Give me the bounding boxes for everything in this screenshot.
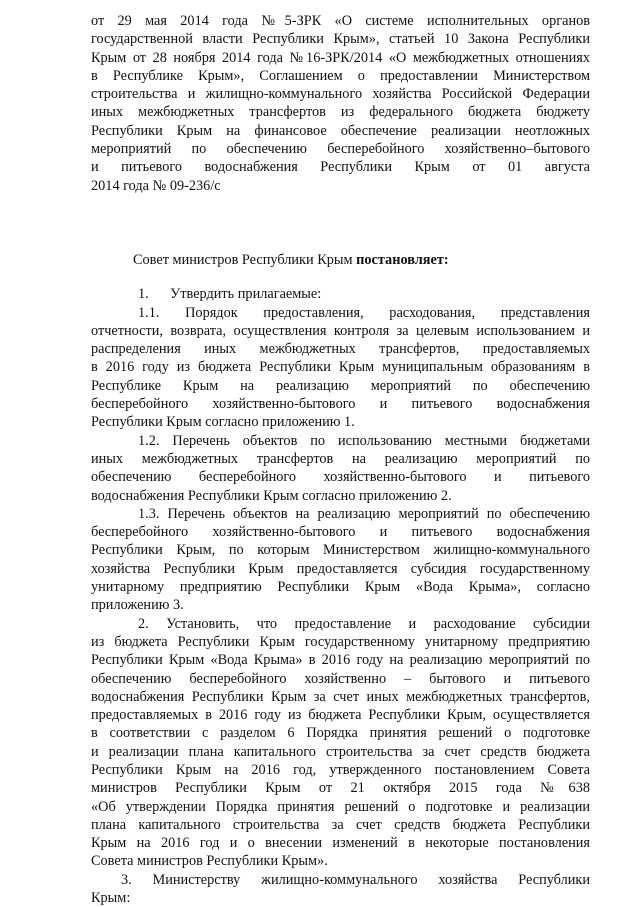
text-line: государственной власти Республики Крым», статьей 10 Закона Республики	[91, 31, 590, 48]
item-3	[91, 871, 590, 907]
text-line: 2. Установить, что предоставление и расходование субсидии	[138, 615, 590, 632]
item-2	[91, 615, 590, 871]
item-1-2	[91, 432, 590, 505]
text-line: иных межбюджетных трансфертов из федерального бюджета бюджету	[91, 104, 590, 121]
text-line: строительства и жилищно-коммунального хозяйства Российской Федерации	[91, 86, 590, 103]
text-line: Республики Крым, по которым Министерством жилищно-коммунального	[91, 542, 590, 559]
text-line: Республике Крым на реализацию мероприятий по обеспечению	[91, 377, 590, 394]
text-line: 1.1. Порядок предоставления, расходования, представления	[138, 304, 590, 321]
text-line: Республики Крым согласно приложению 1.	[91, 414, 355, 431]
item-1-heading: 1. Утвердить прилагаемые:	[138, 286, 322, 303]
text-line: «Об утверждении Порядка принятия решений о подготовке и реализации	[91, 798, 590, 815]
text-line: 3. Министерству жилищно-коммунального хозяйства Республики	[121, 871, 590, 888]
text-line: и питьевого водоснабжения Республики Крым от 01 августа	[91, 159, 590, 176]
text-line: 1.3. Перечень объектов на реализацию мероприятий по обеспечению	[138, 505, 590, 522]
text-line: министров Республики Крым от 21 октября 2015 года №638	[91, 780, 590, 797]
text-line: в Республике Крым», Соглашением о предоставлении Министерством	[91, 67, 590, 84]
item-1-3	[91, 505, 590, 615]
text-line: из бюджета Республики Крым государственному унитарному предприятию	[91, 633, 590, 650]
text-line: обеспечению бесперебойного хозяйственно – бытового и питьевого	[91, 670, 590, 687]
text-line: в соответствии с разделом 6 Порядка принятия решений о подготовке	[91, 725, 590, 742]
text-line: в 2016 году из бюджета Республики Крым муниципальным образованиям в	[91, 359, 590, 376]
item-1-1	[91, 304, 590, 432]
text-line: от 29 мая 2014 года №5-ЗРК «О системе исполнительных органов	[91, 13, 590, 29]
text-line: Крым от 28 ноября 2014 года №16-ЗРК/2014 «О межбюджетных отношениях	[91, 49, 590, 66]
text-line: Крым на 2016 год и о внесении изменений в некоторые постановления	[91, 835, 590, 852]
text-line: хозяйства Республики Крым предоставляется субсидия государственному	[91, 560, 590, 577]
text-line: 1.2. Перечень объектов по использованию местными бюджетами	[138, 432, 590, 449]
text-line: и реализации плана капитального строительства за счет средств бюджета	[91, 743, 590, 760]
resolution-text: Совет министров Республики Крым	[133, 251, 357, 268]
text-line: распределения иных межбюджетных трансфертов, предоставляемых	[91, 341, 590, 358]
text-line: мероприятий по обеспечению бесперебойного хозяйственно–бытового	[91, 141, 590, 158]
text-line: плана капитального строительства за счет средств бюджета Республики	[91, 816, 590, 833]
text-line: водоснабжения Республики Крым за счет иных межбюджетных трансфертов,	[91, 688, 590, 705]
text-line: отчетности, возврата, осуществления контроля за целевым использованием и	[91, 322, 590, 339]
text-line: Крым:	[91, 890, 131, 907]
text-line: иных межбюджетных трансфертов на реализацию мероприятий по	[91, 450, 590, 467]
text-line: унитарному предприятию Республики Крым «Вода Крыма», согласно	[91, 579, 590, 596]
text-line: предоставляемых в 2016 году из бюджета Республики Крым, осуществляется	[91, 707, 590, 724]
text-line: 2014 года № 09-236/с	[91, 177, 221, 194]
text-line: водоснабжения Республики Крым согласно приложению 2.	[91, 487, 452, 504]
text-line: обеспечению бесперебойного хозяйственно-бытового и питьевого	[91, 469, 590, 486]
resolution-keyword: постановляет:	[356, 251, 449, 268]
text-line: Совета министров Республики Крым».	[91, 853, 328, 870]
text-line: бесперебойного хозяйственно-бытового и питьевого водоснабжения	[91, 524, 590, 541]
item-1	[91, 285, 590, 614]
text-line: Республики Крым «Вода Крыма» в 2016 году на реализацию мероприятий по	[91, 652, 590, 669]
intro-paragraph	[91, 12, 590, 195]
text-line: приложению 3.	[91, 597, 184, 614]
resolution-line	[91, 251, 590, 269]
document-page	[91, 12, 590, 907]
text-line: Республики Крым на 2016 год, утвержденного постановлением Совета	[91, 761, 590, 778]
text-line: Республики Крым на финансовое обеспечение реализации неотложных	[91, 122, 590, 139]
text-line: бесперебойного хозяйственно-бытового и питьевого водоснабжения	[91, 396, 590, 413]
